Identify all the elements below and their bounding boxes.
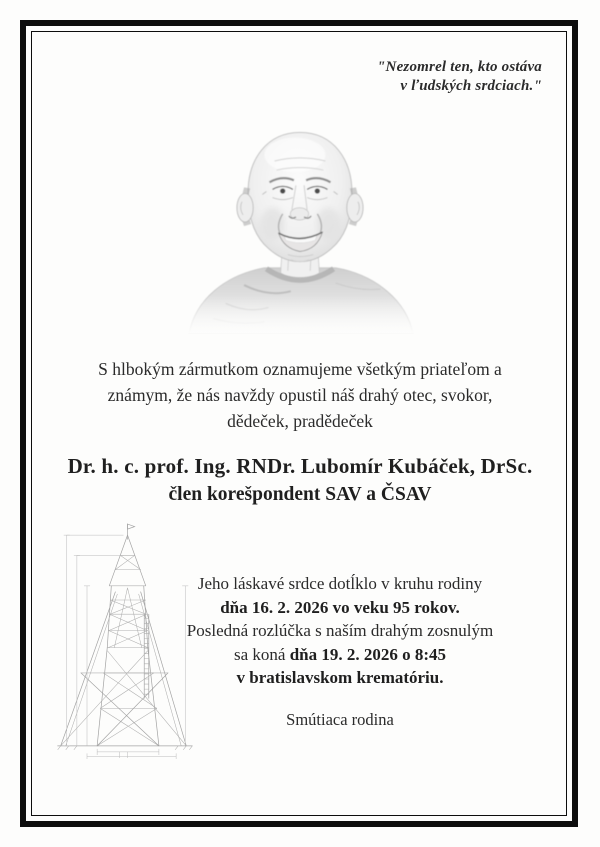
- deceased-name: Dr. h. c. prof. Ing. RNDr. Lubomír Kubáček, DrSc.: [67, 454, 533, 478]
- funeral-date: dňa 19. 2. 2026 o 8:45: [289, 644, 447, 664]
- death-date: dňa 16. 2. 2026 vo veku 95 rokov.: [220, 597, 460, 617]
- memorial-quote: [282, 58, 542, 96]
- quote-line: "Nezomrel ten, kto ostáva: [377, 59, 542, 75]
- quote-line: v ľudských srdciach.": [400, 78, 542, 94]
- mourning-family-signature: Smútiaca rodina: [286, 710, 394, 729]
- announcement-line: S hlbokým zármutkom oznamujeme všetkým priateľom a: [98, 359, 502, 379]
- details-line: Jeho láskavé srdce dotĺklo v kruhu rodiny: [197, 574, 483, 593]
- details-line-regular: sa koná: [233, 644, 290, 664]
- announcement-line: známym, že nás navždy opustil náš drahý otec, svokor,: [107, 385, 493, 405]
- announcement-text: [40, 356, 560, 434]
- details-line: [140, 596, 540, 620]
- details-line: [140, 643, 540, 667]
- portrait-sketch: [183, 110, 417, 334]
- details-line: Posledná rozlúčka s naším drahým zosnulým: [186, 621, 494, 640]
- deceased-name-block: [20, 452, 580, 508]
- details-line: [140, 666, 540, 690]
- announcement-line: dědeček, pradědeček: [227, 411, 373, 431]
- funeral-details: [140, 572, 540, 690]
- funeral-place: v bratislavskom krematóriu.: [236, 668, 444, 687]
- deceased-title: člen korešpondent SAV a ČSAV: [168, 484, 432, 505]
